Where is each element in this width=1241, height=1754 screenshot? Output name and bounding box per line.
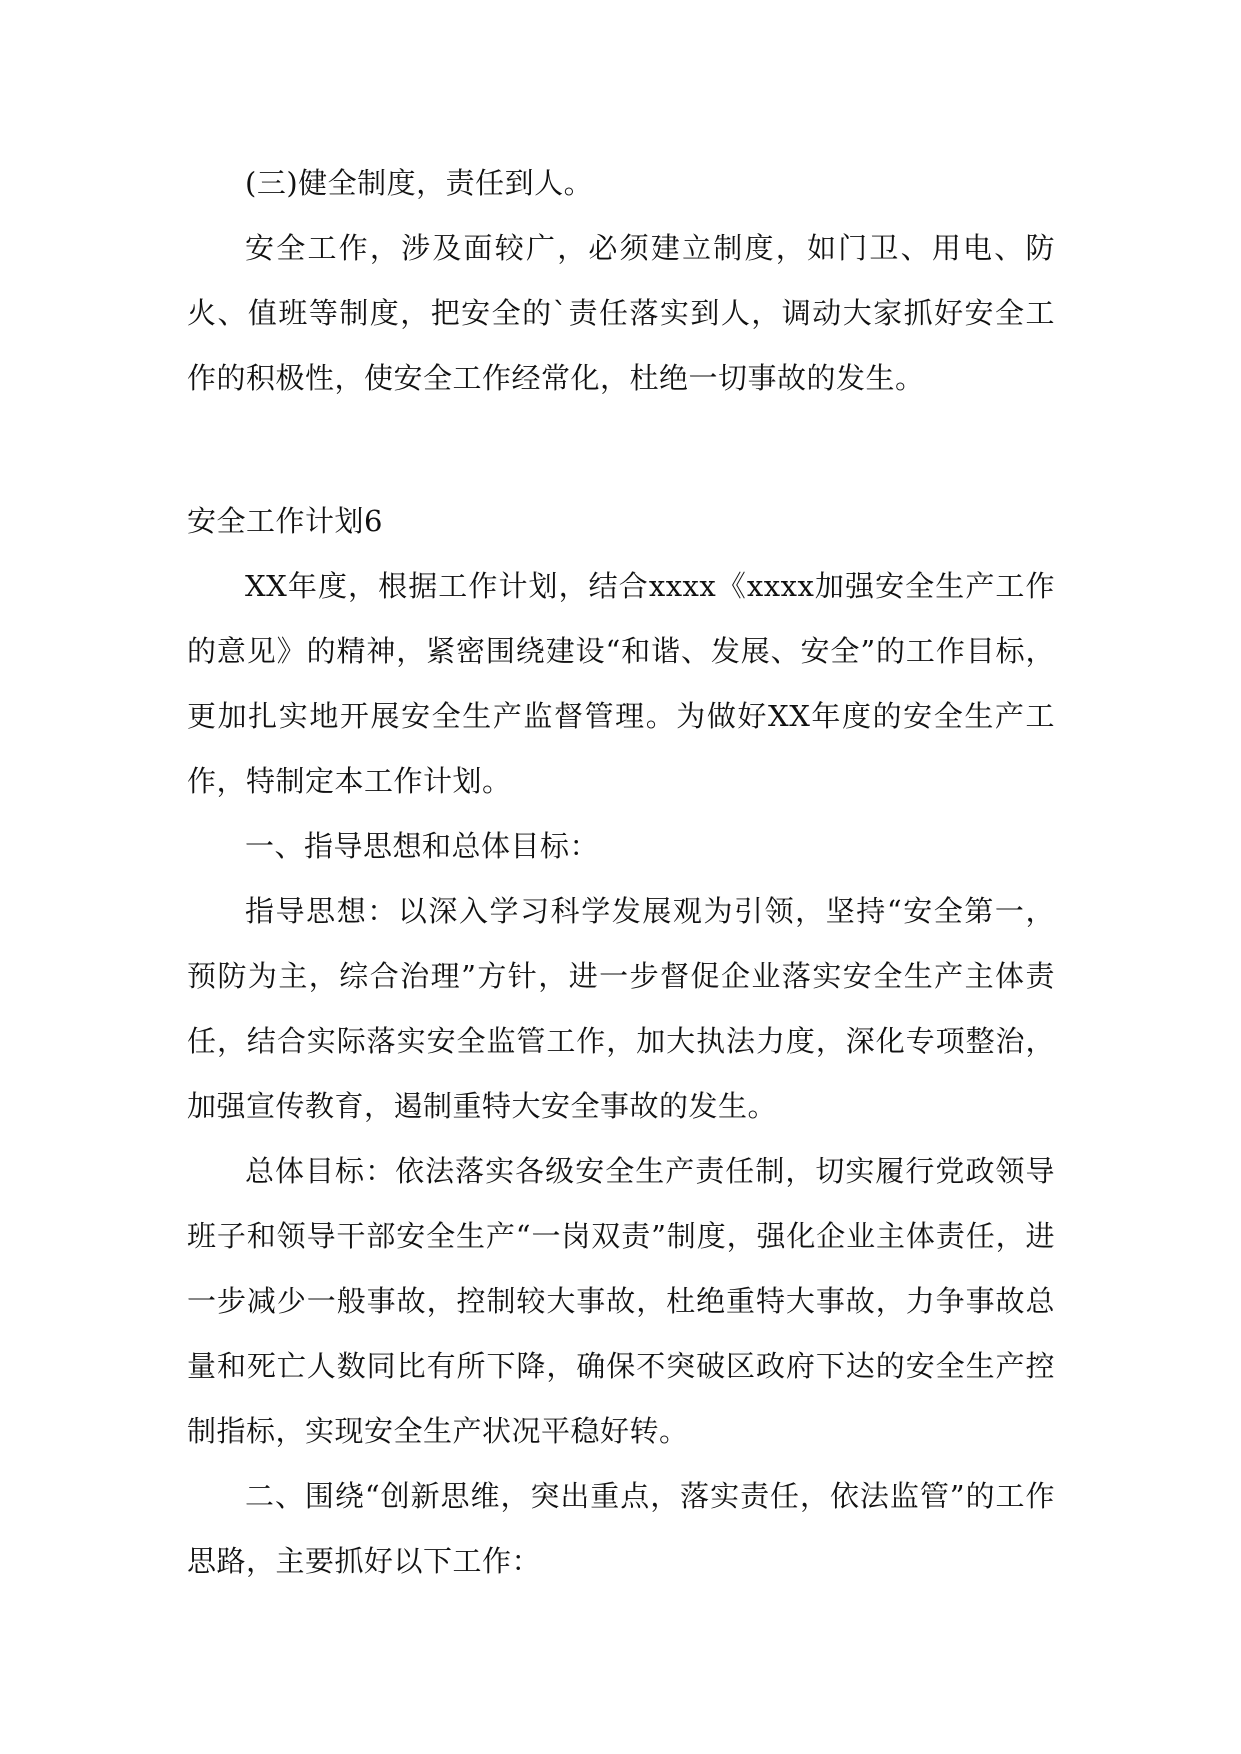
section-heading-2: 二、围绕“创新思维，突出重点，落实责任，依法监管”的工作思路，主要抓好以下工作： bbox=[187, 1479, 1055, 1578]
body-paragraph: 安全工作，涉及面较广，必须建立制度，如门卫、用电、防火、值班等制度，把安全的`责任落实到人，调动大家抓好安全工作的积极性，使安全工作经常化，杜绝一切事故的发生。 bbox=[187, 231, 1055, 395]
section-heading-3: (三)健全制度，责任到人。 bbox=[245, 166, 594, 200]
body-paragraph: 指导思想：以深入学习科学发展观为引领，坚持“安全第一，预防为主，综合治理”方针，进一步督促企业落实安全生产主体责任，结合实际落实安全监管工作，加大执法力度，深化专项整治，加强宣传教育，遏制重特大安全事故的发生。 bbox=[187, 894, 1055, 1123]
body-paragraph: XX年度，根据工作计划，结合xxxx《xxxx加强安全生产工作的意见》的精神，紧密围绕建设“和谐、发展、安全”的工作目标，更加扎实地开展安全生产监督管理。为做好XX年度的安全生产工作，特制定本工作计划。 bbox=[187, 569, 1055, 798]
document-page bbox=[187, 0, 1055, 1594]
body-paragraph: 总体目标：依法落实各级安全生产责任制，切实履行党政领导班子和领导干部安全生产“一岗双责”制度，强化企业主体责任，进一步减少一般事故，控制较大事故，杜绝重特大事故，力争事故总量和死亡人数同比有所下降，确保不突破区政府下达的安全生产控制指标，实现安全生产状况平稳好转。 bbox=[187, 1154, 1055, 1448]
document-title: 安全工作计划6 bbox=[187, 504, 383, 538]
section-heading-1: 一、指导思想和总体目标： bbox=[245, 829, 600, 863]
